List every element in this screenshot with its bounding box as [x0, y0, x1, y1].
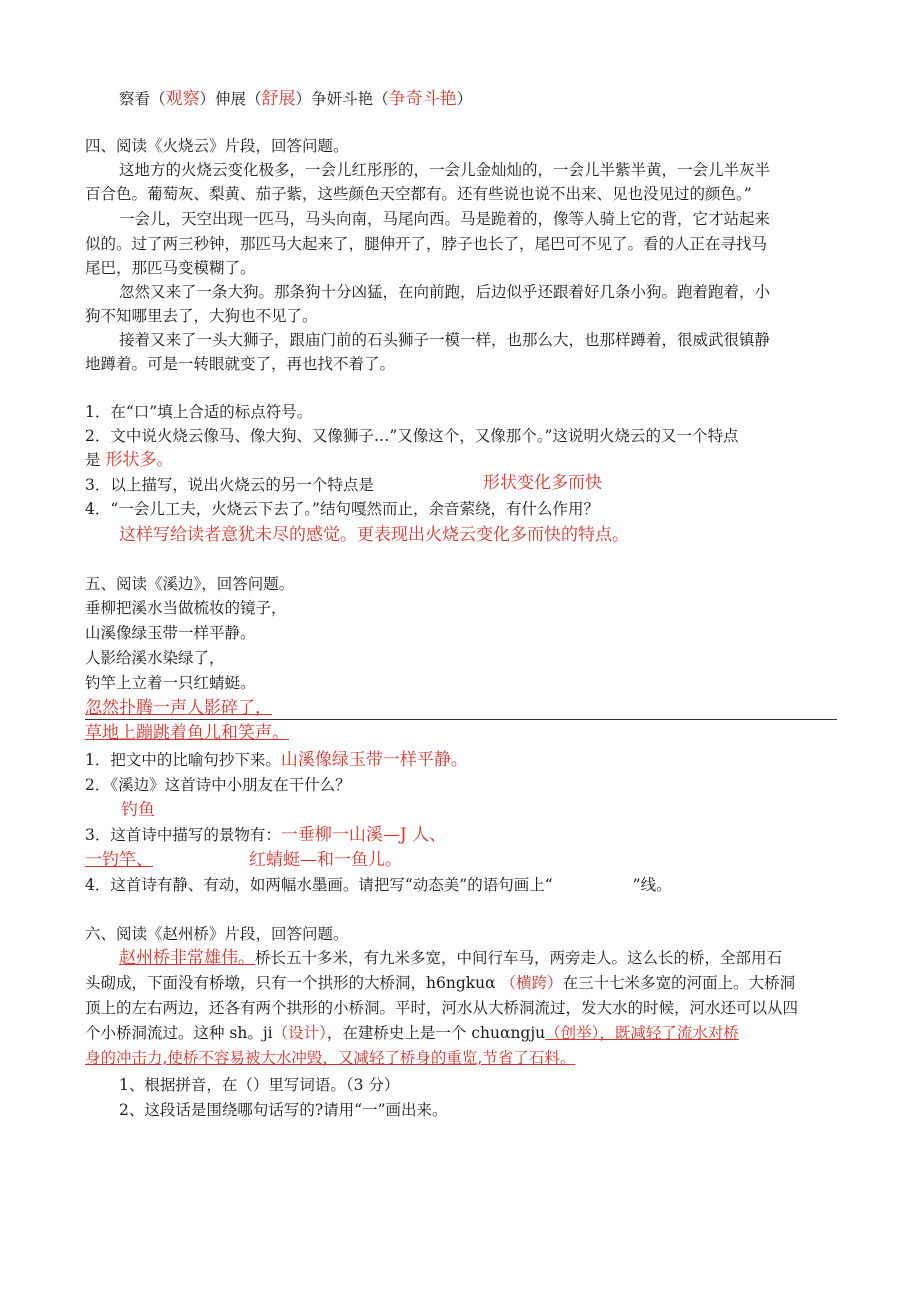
passage-line: 一会儿，天空出现一匹马，马头向南，马尾向西。马是跪着的，像等人骑上它的背，它才站起来 — [119, 210, 771, 228]
answer-4: 这样写给读者意犹未尽的感觉。更表现出火烧云变化多而快的特点。 — [119, 525, 629, 545]
passage-line: 狗不知哪里去了，大狗也不见了。 — [85, 307, 318, 325]
section-6-title: 六、阅读《赵州桥》片段，回答问题。 — [85, 925, 349, 943]
answer-chuangju: （创举），既减轻了流水对桥 — [545, 1024, 739, 1042]
passage-line: 赵州桥非常雄伟。桥长五十多米，有九米多宽，中间行车马，两旁走人。这么长的桥，全部用石 — [119, 948, 783, 968]
question-1: 1、根据拼音，在（）里写词语。（3 分） — [119, 1076, 400, 1094]
answer-sheji: （设计） — [272, 1024, 327, 1042]
answer-guancha: 观察 — [165, 89, 200, 109]
answer-zhengqidouyan: 争奇斗艳 — [388, 89, 457, 109]
divider-line — [85, 719, 837, 720]
answer-2: 钓鱼 — [121, 800, 155, 820]
poem-line: 钓竿上立着一只红蜻蜓。 — [85, 674, 256, 692]
question-3: 3．这首诗中描写的景物有：一垂柳一山溪—J 人、 — [85, 825, 447, 845]
passage-line: 接着又来了一头大狮子，跟庙门前的石头狮子一模一样，也那么大，也那样蹲着，很威武很镇静 — [119, 331, 771, 349]
question-1: 1．在“口”填上合适的标点符号。 — [85, 403, 313, 421]
question-2-cont: 是 形状多。 — [85, 450, 174, 470]
answer-hengkua: （横跨） — [500, 974, 563, 992]
poem-line-underlined: 忽然扑腾一声人影碎了， — [85, 698, 272, 718]
passage-line: 地蹲着。可是一转眼就变了，再也找不着了。 — [85, 355, 396, 373]
passage-line: 尾巴，那匹马变模糊了。 — [85, 259, 256, 277]
answer-1: 山溪像绿玉带一样平静。 — [280, 750, 468, 770]
poem-line: 垂柳把溪水当做梳妆的镜子， — [85, 599, 287, 617]
passage-line: 这地方的火烧云变化极多，一会儿红彤彤的，一会儿金灿灿的，一会儿半紫半黄，一会儿半灰半 — [119, 161, 771, 179]
answer-3c: 红蜻蜓—和一鱼儿。 — [249, 850, 402, 870]
answer-shuzhan: 舒展 — [261, 89, 296, 109]
answer-2: 形状多。 — [105, 450, 174, 470]
answer-3: 形状变化多而快 — [483, 473, 602, 493]
section-4-title: 四、阅读《火烧云》片段，回答问题。 — [85, 137, 349, 155]
poem-line: 山溪像绿玉带一样平静。 — [85, 624, 256, 642]
underlined-line: 身的冲击力,使桥不容易被大水冲毁，又减轻了桥身的重览,节省了石料。 — [85, 1049, 576, 1067]
passage-line: 似的。过了两三秒钟，那匹马大起来了，腿伸开了，脖子也长了，尾巴可不见了。看的人正在寻找马 — [85, 235, 768, 253]
answer-3b: 一钓竿、 — [85, 850, 153, 870]
passage-line: 忽然又来了一条大狗。那条狗十分凶猛，在向前跑，后边似乎还跟着好几条小狗。跑着跑着，小 — [119, 283, 771, 301]
poem-line: 人影给溪水染绿了， — [85, 649, 225, 667]
question-4: 4．这首诗有静、有动，如两幅水墨画。请把写“动态美”的语句画上“ ”线。 — [85, 876, 672, 894]
question-2: 2．文中说火烧云像马、像大狗、又像狮子…”又像这个，又像那个。”这说明火烧云的又一个特点 — [85, 427, 739, 445]
question-1: 1．把文中的比喻句抄下来。山溪像绿玉带一样平静。 — [85, 750, 468, 770]
answer-3a: 一垂柳一山溪—J 人、 — [280, 825, 447, 845]
word-pairs-line: 察看（观察）伸展（舒展）争妍斗艳（争奇斗艳） — [119, 89, 473, 109]
passage-line: 百合色。葡萄灰、梨黄、茄子紫，这些颜色天空都有。还有些说也说不出来、见也没见过的颜色。” — [85, 185, 752, 203]
question-2: 2．《溪边》这首诗中小朋友在干什么？ — [85, 776, 351, 794]
question-2: 2、这段话是围绕哪句话写的?请用“一”画出来。 — [119, 1101, 448, 1119]
poem-line-underlined: 草地上蹦跳着鱼儿和笑声。 — [85, 723, 289, 743]
topic-sentence: 赵州桥非常雄伟。 — [119, 948, 255, 968]
passage-line: 头砌成，下面没有桥墩，只有一个拱形的大桥洞，h6ngkuα （横跨）在三十七米多宽的河面上。大桥洞 — [85, 974, 796, 992]
question-4: 4．“一会儿工夫，火烧云下去了。”结句嘎然而止，余音萦绕，有什么作用？ — [85, 500, 599, 518]
passage-line: 顶上的左右两边，还各有两个拱形的小桥洞。平时，河水从大桥洞流过，发大水的时候，河水还可以从四 — [85, 999, 799, 1017]
section-5-title: 五、阅读《溪边》，回答问题。 — [85, 575, 295, 593]
passage-line: 个小桥洞流过。这种 sh。ji（设计），在建桥史上是一个 chuαngju（创举），既减轻了流水对桥 — [85, 1024, 739, 1042]
question-3: 3．以上描写，说出火烧云的另一个特点是 — [85, 476, 374, 494]
